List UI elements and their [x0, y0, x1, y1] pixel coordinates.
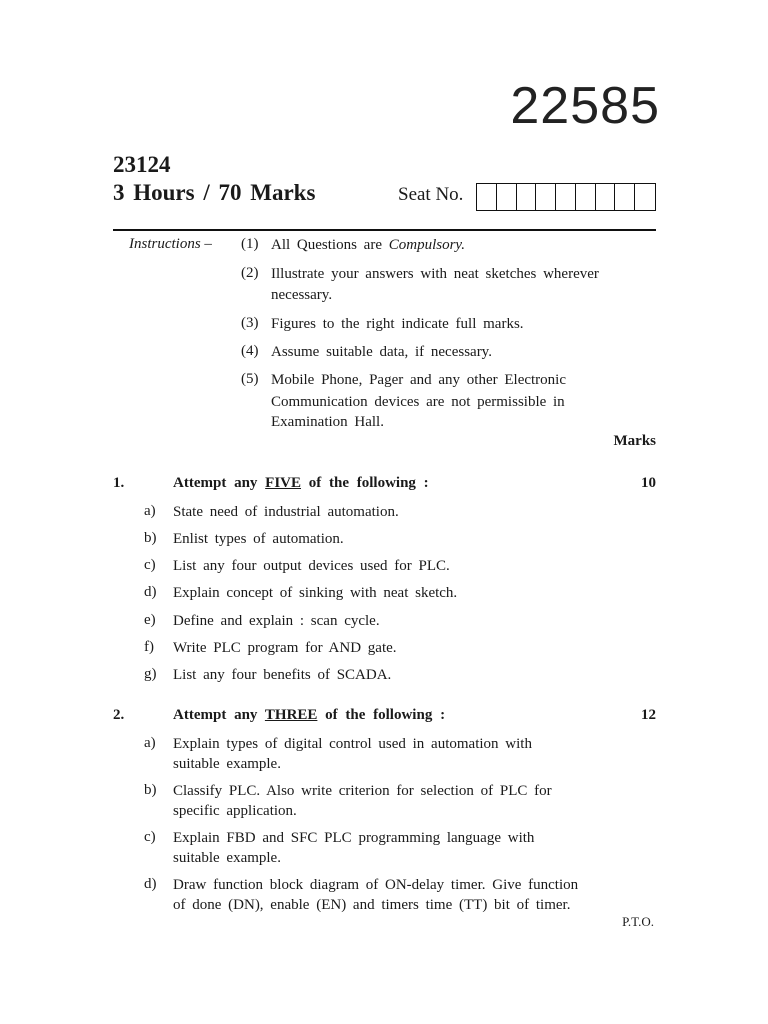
part-text: List any four benefits of SCADA. — [173, 667, 392, 683]
header-divider — [113, 229, 656, 231]
instruction-text: necessary. — [271, 287, 333, 303]
instruction-number: (3) — [241, 315, 259, 331]
part-letter: c) — [144, 557, 156, 573]
seat-digit-box[interactable] — [536, 184, 556, 210]
instruction-number: (1) — [241, 236, 259, 252]
part-letter: a) — [144, 503, 156, 519]
question-title-part: of the following : — [317, 707, 446, 723]
question-marks: 10 — [641, 475, 656, 491]
part-letter: c) — [144, 829, 156, 845]
part-text: State need of industrial automation. — [173, 504, 399, 520]
instruction-number: (2) — [241, 265, 259, 281]
part-text: Classify PLC. Also write criterion for selection of PLC for — [173, 783, 552, 799]
instruction-text: Examination Hall. — [271, 414, 384, 430]
page-turn-note: P.T.O. — [622, 914, 654, 929]
instruction-number: (5) — [241, 371, 259, 387]
part-text: Define and explain : scan cycle. — [173, 613, 380, 629]
question-number: 1. — [113, 475, 125, 491]
part-letter: b) — [144, 530, 157, 546]
seat-digit-box[interactable] — [556, 184, 576, 210]
part-text: Explain concept of sinking with neat sketch. — [173, 585, 458, 601]
seat-number-boxes[interactable] — [476, 183, 656, 211]
instruction-text: Illustrate your answers with neat sketches wherever — [271, 266, 599, 282]
part-text: Draw function block diagram of ON-delay timer. Give function — [173, 877, 579, 893]
seat-digit-box[interactable] — [576, 184, 596, 210]
part-text: Explain types of digital control used in automation with — [173, 736, 532, 752]
question-title-part: Attempt any — [173, 707, 265, 723]
part-letter: b) — [144, 782, 157, 798]
instruction-number: (4) — [241, 343, 259, 359]
question-marks: 12 — [641, 707, 656, 723]
part-letter: d) — [144, 876, 157, 892]
part-text: specific application. — [173, 803, 297, 819]
part-letter: e) — [144, 612, 156, 628]
part-letter: g) — [144, 666, 157, 682]
instruction-text-part: All Questions are — [271, 237, 389, 253]
seat-digit-box[interactable] — [596, 184, 616, 210]
part-letter: d) — [144, 584, 157, 600]
part-text: Enlist types of automation. — [173, 531, 344, 547]
instruction-emphasis: Compulsory. — [388, 237, 465, 253]
seat-digit-box[interactable] — [635, 184, 655, 210]
subject-code: 23124 — [113, 152, 171, 177]
part-letter: a) — [144, 735, 156, 751]
question-title — [173, 475, 429, 492]
marks-column-heading: Marks — [613, 433, 656, 449]
paper-code: 22585 — [510, 77, 660, 135]
instruction-text: Figures to the right indicate full marks. — [271, 316, 524, 332]
part-text: Write PLC program for AND gate. — [173, 640, 397, 656]
part-text: of done (DN), enable (EN) and timers time (TT) bit of timer. — [173, 897, 571, 913]
question-title-part: of the following : — [301, 475, 429, 491]
instruction-text — [271, 235, 465, 255]
instruction-text: Mobile Phone, Pager and any other Electronic — [271, 372, 567, 388]
part-letter: f) — [144, 639, 154, 655]
question-title-key: THREE — [264, 707, 318, 723]
question-title-part: Attempt any — [173, 475, 266, 491]
part-text: Explain FBD and SFC PLC programming language with — [173, 830, 535, 846]
seat-digit-box[interactable] — [615, 184, 635, 210]
part-text: List any four output devices used for PLC. — [173, 558, 450, 574]
seat-digit-box[interactable] — [497, 184, 517, 210]
part-text: suitable example. — [173, 756, 281, 772]
instruction-text: Assume suitable data, if necessary. — [271, 344, 492, 360]
question-number: 2. — [113, 707, 125, 723]
part-text: suitable example. — [173, 850, 281, 866]
seat-number-label: Seat No. — [398, 184, 464, 205]
instruction-text: Communication devices are not permissible in — [271, 394, 565, 410]
seat-digit-box[interactable] — [517, 184, 537, 210]
seat-digit-box[interactable] — [477, 184, 497, 210]
instructions-heading: Instructions – — [129, 236, 212, 252]
duration-marks: 3 Hours / 70 Marks — [113, 180, 316, 205]
question-title — [173, 707, 445, 724]
question-title-key: FIVE — [265, 475, 301, 491]
